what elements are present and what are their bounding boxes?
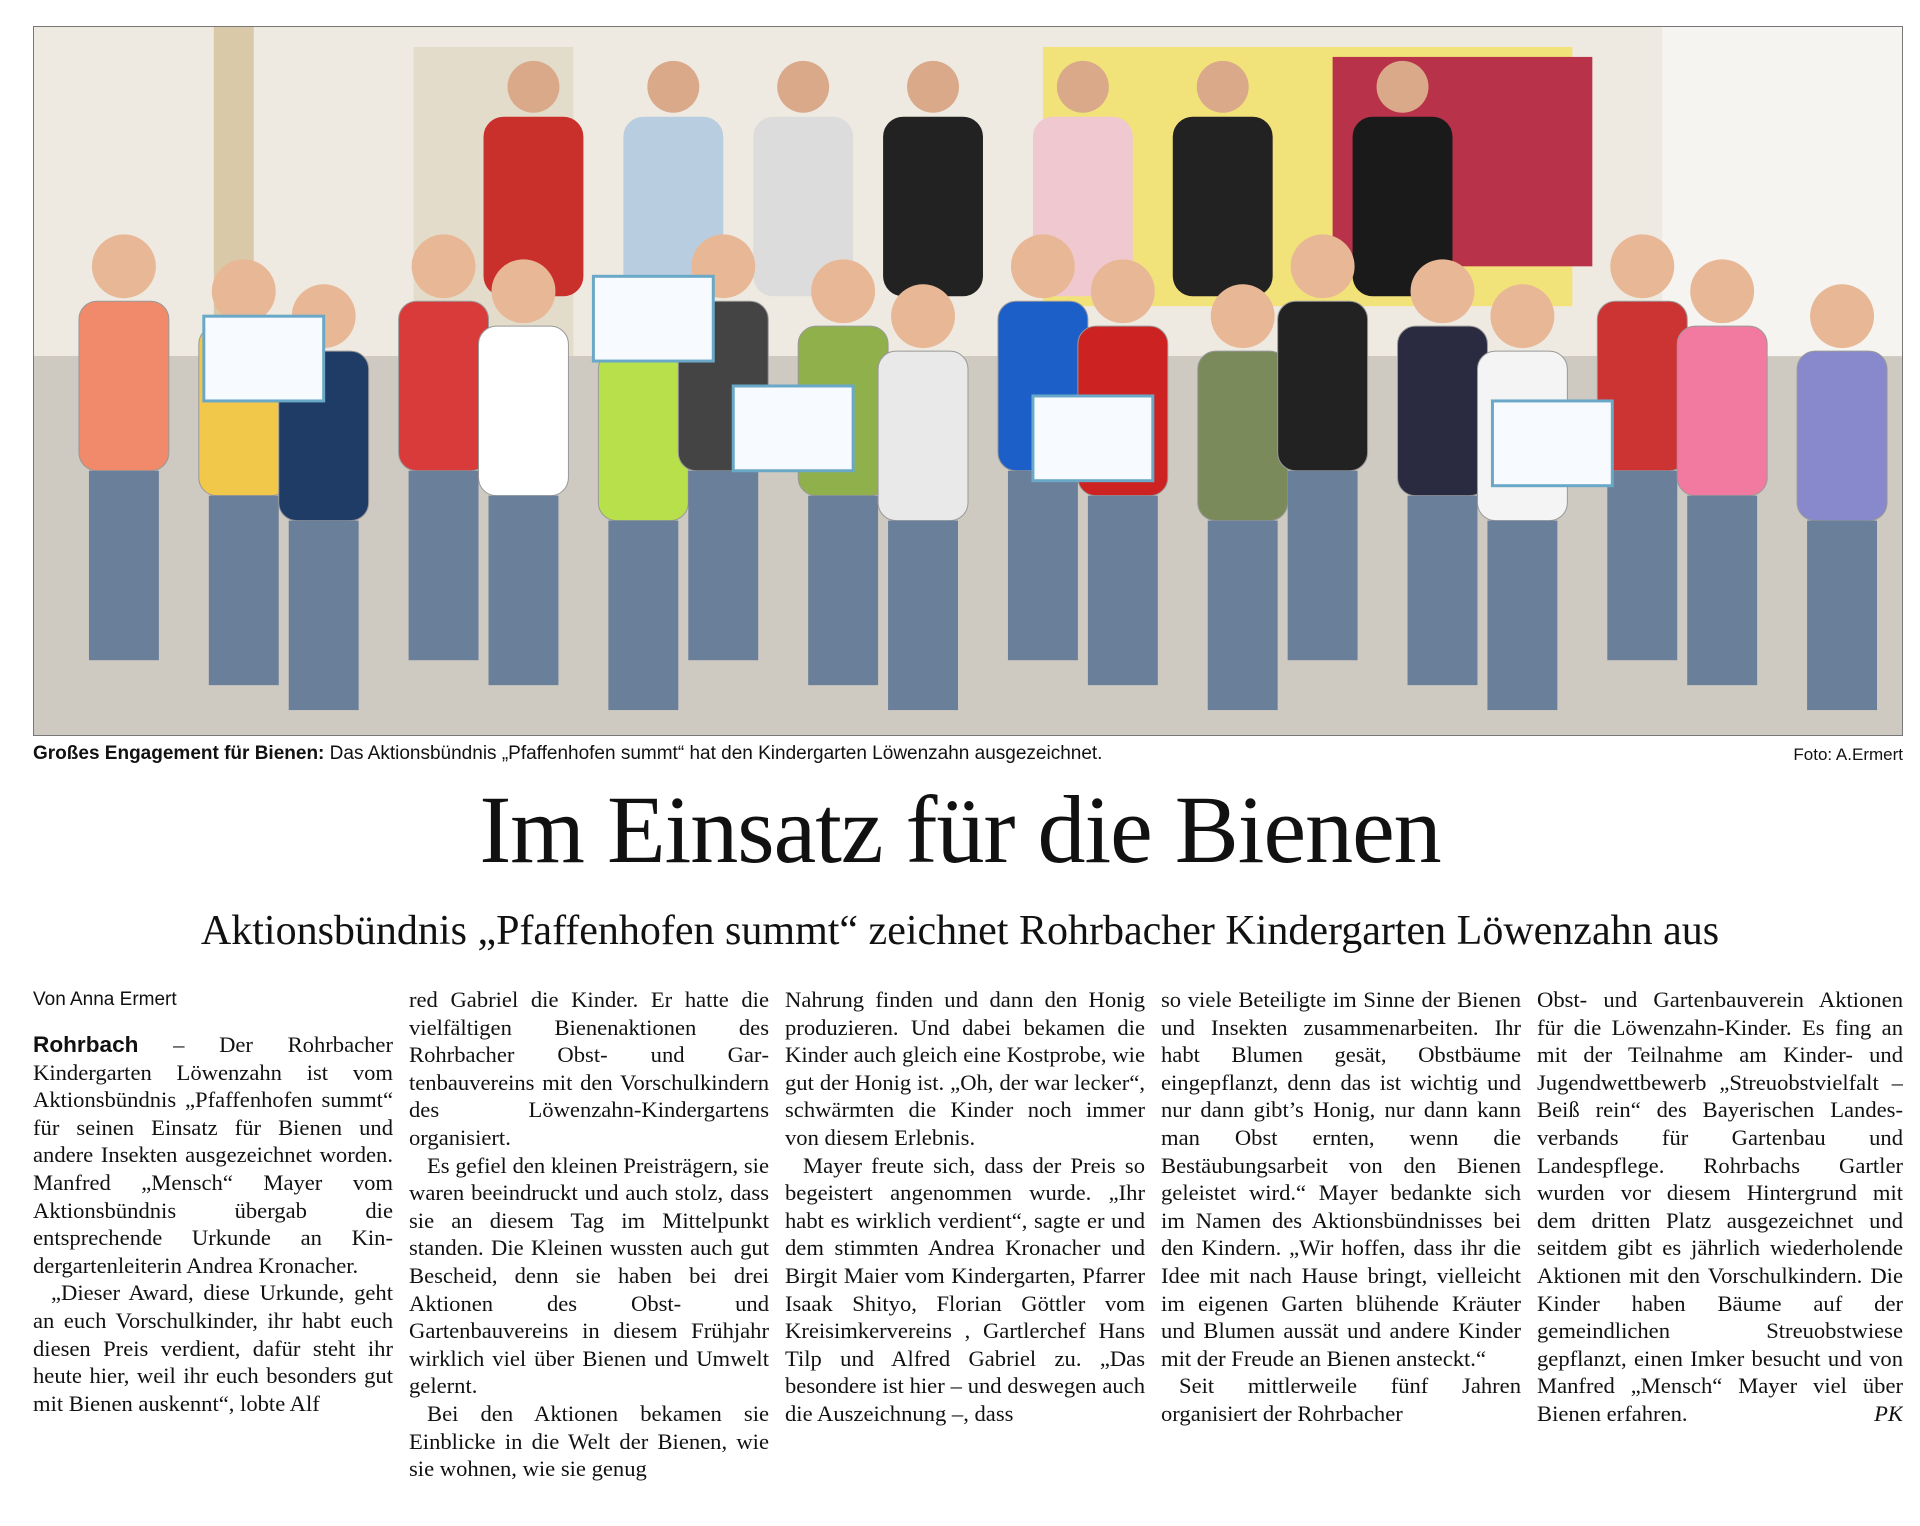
group-photo-icon xyxy=(34,27,1902,735)
paragraph-text: – Der Rohrbacher Kindergarten Löwenzahn ist vom Aktionsbündnis „Pfaffenhofen summt“ für seinen Einsatz für Bienen und andere Insekten ausgezeichnet worden. Manfred „Mensch“ Mayer vom Aktionsbündnis übergab die entsprechende Urkunde an Kindergartenleiterin Andrea Kronacher. xyxy=(33,1032,393,1278)
byline: Von Anna Ermert xyxy=(33,989,177,1010)
group-photo xyxy=(33,26,1903,736)
caption-lead: Großes Engagement für Bienen: xyxy=(33,743,325,764)
paragraph: so viele Beteiligte im Sinne der Bienen und Insekten zusammenarbeiten. Ihr habt Blumen gesät, Obstbäume eingepflanzt, denn das ist wichtig und nur dann gibt’s Honig, nur dann kann man Obst ernten, wenn die Bestäubungsarbeit von den Bienen geleistet wird.“ Mayer bedankte sich im Namen des Aktionsbündnisses bei den Kindern. „Wir hoffen, dass ihr die Idee mit nach Hause bringt, vielleicht im eigenen Garten blühende Kräuter und Blumen aussät und andere Kinder mit der Freude an Bienen ansteckt.“ xyxy=(1161,987,1521,1371)
subheadline: Aktionsbündnis „Pfaffenhofen summt“ zeichnet Rohrbacher Kindergarten Löwenzahn aus xyxy=(200,908,1720,954)
paragraph-text: Obst- und Gartenbauverein Aktionen für die Löwenzahn-Kinder. Es fing an mit der Teilnahme am Kinder- und Jugendwettbewerb „Streuobstvielfalt – Beiß rein“ des Bayerischen Landesverbands für Gartenbau und Landespflege. Rohrbachs Gartler wurden vor diesem Hintergrund mit dem dritten Platz ausgezeichnet und seitdem gibt es jährlich wiederholende Aktionen mit den Vorschulkindern. Die Kinder haben Bäume auf der gemeindlichen Streuobstwiese gepflanzt, einen Imker besucht und von Manfred „Mensch“ Mayer viel über Bienen erfahren. xyxy=(1537,987,1903,1426)
paragraph: „Dieser Award, diese Urkunde, geht an euch Vorschulkinder, ihr habt euch diesen Preis verdient, dafür steht ihr heute hier, weil ihr euch besonders gut mit Bienen auskennt“, lobte Alf xyxy=(33,1280,393,1416)
paragraph: Bei den Aktionen bekamen sie Einblicke in die Welt der Bienen, wie sie wohnen, wie sie genug xyxy=(409,1400,769,1482)
author-signature: PK xyxy=(1874,1400,1903,1426)
paragraph: Seit mittlerweile fünf Jahren organisiert der Rohrbacher xyxy=(1161,1373,1521,1426)
paragraph xyxy=(33,1031,393,1279)
paragraph: Mayer freute sich, dass der Preis so begeistert angenommen wurde. „Ihr habt es wirklich verdient“, sagte er und dem stimmten Andrea Kronacher und Birgit Maier vom Kindergarten, Pfarrer Isaak Shityo, Florian Göttler vom Kreisimkervereins , Gartlerchef Hans Tilp und Alfred Gabriel zu. „Das besondere ist hier – und deswegen auch die Auszeichnung –, dass xyxy=(785,1152,1145,1426)
article-column-2 xyxy=(409,986,769,1516)
caption-body: Das Aktionsbündnis „Pfaffenhofen summt“ hat den Kindergarten Löwenzahn ausgezeichnet. xyxy=(324,743,1103,764)
article-column-5 xyxy=(1537,986,1903,1516)
paragraph: Es gefiel den kleinen Preisträgern, sie waren beeindruckt und auch stolz, dass sie an diesem Tag im Mittelpunkt standen. Die Kleinen wussten auch gut Bescheid, denn sie haben bei drei Aktionen des Obst- und Gartenbauvereins in diesem Frühjahr wirklich viel über Bienen und Umwelt gelernt. xyxy=(409,1152,769,1399)
article-column-4 xyxy=(1161,986,1521,1516)
caption-text xyxy=(33,743,1102,765)
paragraph: red Gabriel die Kinder. Er hatte die vielfältigen Bienenaktionen des Rohrbacher Obst- und Gartenbauvereins mit den Vorschulkindern des Löwenzahn-Kindergartens organisiert. xyxy=(409,987,769,1150)
article-column-1 xyxy=(33,986,393,1516)
photo-caption xyxy=(33,743,1903,769)
photo-credit: Foto: A.Ermert xyxy=(1793,745,1903,764)
article-column-3 xyxy=(785,986,1145,1516)
headline: Im Einsatz für die Bienen xyxy=(479,776,1441,883)
dateline-place: Rohrbach xyxy=(33,1032,139,1057)
paragraph xyxy=(1537,986,1903,1428)
paragraph: Nahrung finden und dann den Honig produzieren. Und dabei bekamen die Kinder auch gleich eine Kostprobe, wie gut der Honig ist. „Oh, der war lecker“, schwärmten die Kinder noch immer von diesem Erlebnis. xyxy=(785,987,1145,1150)
article-body xyxy=(33,986,1903,1516)
